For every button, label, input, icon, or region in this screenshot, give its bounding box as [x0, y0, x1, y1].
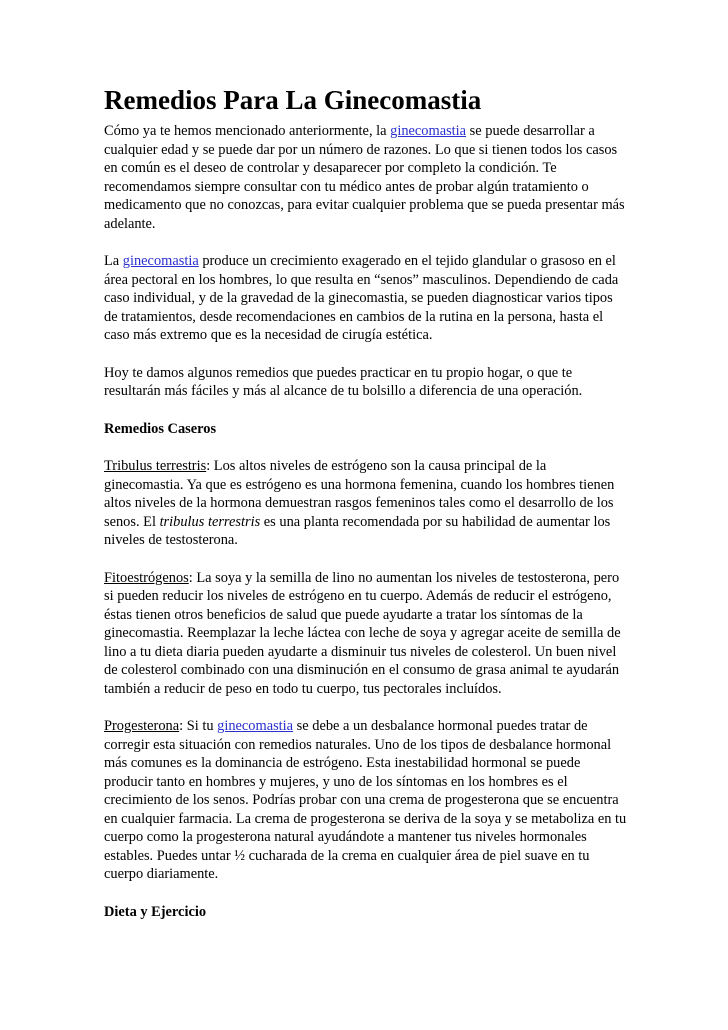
heading-dieta-ejercicio: Dieta y Ejercicio — [104, 903, 207, 920]
term-fitoestrogenos: Fitoestrógenos — [104, 569, 189, 586]
paragraph-progesterona — [104, 717, 628, 884]
document-title: Remedios Para La Ginecomastia — [104, 85, 482, 115]
paragraph-text: se debe a un desbalance hormonal puedes tratar de corregir esta situación con remedios naturales. Uno de los tipos de desbalance hormonal más comunes es la dominancia de estrógeno. Esta inestabilidad hormonal se puede producir tanto en hombres y mujeres, y uno de los síntomas en los hombres es el crecimiento de los senos. Podrías probar con una crema de progesterona que se encuentra en cualquier farmacia. La crema de progesterona se deriva de la soya y se metaboliza en tu cuerpo como la progesterona natural ayudándote a mantener tus niveles hormonales estables. Puedes untar ½ cucharada de la crema en cualquier área de piel suave en tu cuerpo diariamente. — [104, 718, 627, 883]
term-progesterona: Progesterona — [104, 718, 180, 735]
term-tribulus: Tribulus terrestris — [104, 458, 207, 475]
paragraph-text: La — [104, 253, 123, 270]
paragraph-intro — [104, 122, 628, 233]
paragraph-text: : Si tu — [179, 718, 218, 735]
paragraph-definition — [104, 252, 628, 345]
paragraph-text: produce un crecimiento exagerado en el tejido glandular o grasoso en el área pectoral en los hombres, lo que resulta en “senos” masculinos. Dependiendo de cada caso individual, y de la gravedad de la ginecomastia, se pueden diagnosticar varios tipos de tratamientos, desde recomendaciones en cambios de la rutina en la persona, hasta el caso más extremo que es la necesidad de cirugía estética. — [104, 253, 619, 344]
paragraph-text: es una planta recomendada por su habilidad de aumentar los niveles de testosterona. — [104, 513, 611, 549]
ginecomastia-link[interactable]: ginecomastia — [122, 253, 199, 270]
paragraph-text: se puede desarrollar a cualquier edad y se puede dar por un número de razones. Lo que si tienen todos los casos en común es el deseo de controlar y desaparecer por completo la condición. Te recomendamos siempre consultar con tu médico antes de probar algún tratamiento o medicamento que no conozcas, para evitar cualquier problema que se pueda presentar más adelante. — [104, 123, 625, 232]
ginecomastia-link[interactable]: ginecomastia — [217, 718, 294, 735]
paragraph-tribulus — [104, 457, 628, 550]
italic-tribulus: tribulus terrestris — [159, 513, 261, 530]
paragraph-text: Cómo ya te hemos mencionado anteriormente, la — [104, 123, 391, 140]
paragraph-text: : La soya y la semilla de lino no aumentan los niveles de testosterona, pero si pueden reducir los niveles de estrógeno en tu cuerpo. Además de reducir el estrógeno, éstas tienen otros beneficios de salud que puede ayudarte a tratar los síntomas de la ginecomastia. Reemplazar la leche láctea con leche de soya y agregar aceite de semilla de lino a tu dieta diaria pueden ayudarte a disminuir tus niveles de colesterol. Un buen nivel de colesterol combinado con una disminución en el consumo de grasa animal te ayudarán también a reducir de peso en todo tu cuerpo, tus pectorales incluídos. — [104, 569, 621, 697]
paragraph-fitoestrogenos — [104, 569, 628, 699]
ginecomastia-link[interactable]: ginecomastia — [390, 123, 467, 140]
heading-remedios-caseros: Remedios Caseros — [104, 420, 217, 437]
paragraph-remedies-intro: Hoy te damos algunos remedios que puedes practicar en tu propio hogar, o que te resultarán más fáciles y más al alcance de tu bolsillo a diferencia de una operación. — [104, 364, 583, 400]
paragraph-text: : Los altos niveles de estrógeno son la causa principal de la ginecomastia. Ya que es estrógeno es una hormona femenina, cuando los hombres tienen altos niveles de la hormona demuestran rasgos femeninos tales como el desarrollo de los senos. El — [104, 458, 615, 530]
